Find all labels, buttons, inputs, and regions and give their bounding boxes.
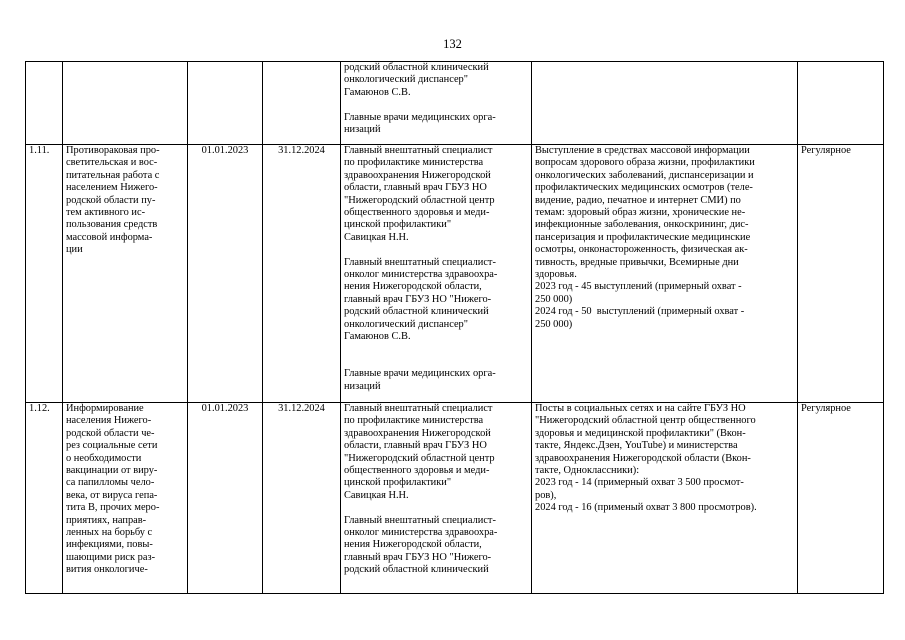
cell-line: цинской профилактики" bbox=[344, 477, 452, 489]
cell-line: онколог министерства здравоохра- bbox=[344, 269, 498, 281]
cell-line: 250 000) bbox=[535, 293, 573, 305]
cell-line: здравоохранения Нижегородской области (Вкон- bbox=[535, 452, 751, 464]
cell-line: Выступление в средствах массовой информации bbox=[535, 145, 750, 156]
cell-line: приятиях, направ- bbox=[66, 514, 147, 526]
cell-line: нения Нижегородской области, bbox=[344, 539, 482, 551]
cell-line: родский областной клинический bbox=[344, 62, 489, 73]
measure-name-cell bbox=[63, 62, 188, 145]
cell-line: области, главный врач ГБУЗ НО bbox=[344, 182, 487, 194]
start-date-cell bbox=[188, 403, 263, 594]
item-number-cell bbox=[26, 145, 63, 403]
cell-line: 2023 год - 14 (примерный охват 3 500 просмот- bbox=[535, 477, 744, 489]
cell-line: Гамаюнов С.В. bbox=[344, 86, 411, 98]
page-number: 132 bbox=[443, 37, 462, 51]
start-date: 01.01.2023 bbox=[201, 145, 249, 156]
cell-line: профилактических медицинских осмотров (теле- bbox=[535, 182, 753, 194]
cell-line: Гамаюнов С.В. bbox=[344, 331, 411, 343]
end-date-cell bbox=[263, 145, 341, 403]
cell-line: здравоохранения Нижегородской bbox=[344, 169, 491, 181]
cell-line: Савицкая Н.Н. bbox=[344, 231, 409, 243]
start-date-cell bbox=[188, 62, 263, 145]
periodicity-cell bbox=[798, 62, 884, 145]
cell-line: осмотры, онконастороженность, физическая ак- bbox=[535, 244, 748, 256]
cell-line: здравоохранения Нижегородской bbox=[344, 427, 491, 439]
cell-line: са папилломы чело- bbox=[66, 477, 155, 489]
cell-line: здоровья и медицинской профилактики" (Вкон- bbox=[535, 427, 746, 439]
cell-line: родской области че- bbox=[66, 427, 155, 439]
cell-line: родской области пу- bbox=[66, 194, 156, 206]
cell-line: 2024 год - 50 выступлений (примерный охват - bbox=[535, 306, 745, 318]
cell-line: общественного здоровья и меди- bbox=[344, 207, 490, 219]
cell-line: цинской профилактики" bbox=[344, 219, 452, 231]
cell-line: 250 000) bbox=[535, 318, 573, 330]
cell-line: населением Нижего- bbox=[66, 182, 158, 194]
cell-line: массовой информа- bbox=[66, 231, 153, 243]
cell-line: главный врач ГБУЗ НО "Нижего- bbox=[344, 551, 492, 563]
item-number-cell bbox=[26, 403, 63, 594]
cell-line: онколог министерства здравоохра- bbox=[344, 527, 498, 539]
cell-line: онкологический диспансер" bbox=[344, 74, 468, 86]
cell-line: "Нижегородский областной центр bbox=[344, 452, 495, 464]
cell-line: вакцинации от виру- bbox=[66, 465, 158, 477]
paragraph-gap bbox=[344, 244, 528, 256]
cell-line: шающими риск раз- bbox=[66, 551, 156, 563]
cell-line: инфекционные заболевания, онкоскрининг, дис- bbox=[535, 219, 749, 231]
item-number: 1.12. bbox=[29, 403, 50, 414]
cell-line: Главный внештатный специалист- bbox=[344, 514, 496, 526]
cell-line: века, от вируса гепа- bbox=[66, 489, 158, 501]
cell-line: вопросам здорового образа жизни, профилактики bbox=[535, 157, 755, 169]
cell-line: Главный внештатный специалист- bbox=[344, 256, 496, 268]
end-date-cell bbox=[263, 403, 341, 594]
cell-line: пользования средств bbox=[66, 219, 158, 231]
cell-line: онкологических заболеваний, диспансеризации и bbox=[535, 169, 754, 181]
cell-line: Посты в социальных сетях и на сайте ГБУЗ НО bbox=[535, 403, 746, 414]
end-date: 31.12.2024 bbox=[278, 145, 325, 156]
cell-line: тем активного ис- bbox=[66, 207, 146, 219]
cell-line: инфекциями, повы- bbox=[66, 539, 153, 551]
measure-name-cell bbox=[63, 403, 188, 594]
cell-line: Главный внештатный специалист bbox=[344, 145, 493, 156]
end-date: 31.12.2024 bbox=[278, 403, 325, 414]
cell-line: такте, Яндекс.Дзен, YouTube) и министерства bbox=[535, 440, 738, 452]
cell-line: Противораковая про- bbox=[66, 145, 160, 156]
cell-line: "Нижегородский областной центр bbox=[344, 194, 495, 206]
cell-line: онкологический диспансер" bbox=[344, 318, 468, 330]
cell-line: такте, Одноклассники): bbox=[535, 465, 640, 477]
cell-line: главный врач ГБУЗ НО "Нижего- bbox=[344, 293, 492, 305]
cell-line: 2023 год - 45 выступлений (примерный охват - bbox=[535, 281, 742, 293]
executor-cell bbox=[341, 62, 532, 145]
cell-line: нения Нижегородской области, bbox=[344, 281, 482, 293]
cell-line: рез социальные сети bbox=[66, 440, 158, 452]
cell-line: 2024 год - 16 (применый охват 3 800 просмотров). bbox=[535, 502, 757, 514]
table-row bbox=[26, 403, 884, 594]
cell-line: здоровья. bbox=[535, 269, 577, 281]
cell-line: родский областной клинический bbox=[344, 564, 489, 576]
cell-line: низаций bbox=[344, 380, 381, 392]
cell-line: о необходимости bbox=[66, 452, 142, 464]
cell-line: Савицкая Н.Н. bbox=[344, 489, 409, 501]
item-number-cell bbox=[26, 62, 63, 145]
cell-line: "Нижегородский областной центр общественного bbox=[535, 415, 756, 427]
start-date: 01.01.2023 bbox=[201, 403, 249, 414]
cell-line: области, главный врач ГБУЗ НО bbox=[344, 440, 487, 452]
cell-line: родский областной клинический bbox=[344, 306, 489, 318]
cell-line: пансеризация и профилактические медицинские bbox=[535, 231, 751, 243]
table-row bbox=[26, 145, 884, 403]
cell-line: питательная работа с bbox=[66, 169, 160, 181]
cell-line: вития онкологиче- bbox=[66, 564, 148, 576]
periodicity-cell bbox=[798, 403, 884, 594]
result-cell bbox=[532, 62, 798, 145]
cell-line: Главные врачи медицинских орга- bbox=[344, 368, 496, 380]
paragraph-gap bbox=[344, 343, 528, 355]
cell-line: темам: здоровый образ жизни, хронические не- bbox=[535, 207, 746, 219]
periodicity: Регулярное bbox=[801, 145, 851, 156]
periodicity: Регулярное bbox=[801, 403, 851, 414]
cell-line: светительская и вос- bbox=[66, 157, 158, 169]
cell-line: по профилактике министерства bbox=[344, 157, 484, 169]
cell-line: ров), bbox=[535, 489, 557, 501]
cell-line: ленных на борьбу с bbox=[66, 527, 153, 539]
item-number: 1.11. bbox=[29, 145, 50, 156]
cell-line: тивность, вредные привычки, Всемирные дни bbox=[535, 256, 739, 268]
cell-line: общественного здоровья и меди- bbox=[344, 465, 490, 477]
executor-cell bbox=[341, 403, 532, 594]
cell-line: видение, радио, печатное и интернет СМИ) по bbox=[535, 194, 741, 206]
end-date-cell bbox=[263, 62, 341, 145]
start-date-cell bbox=[188, 145, 263, 403]
cell-line: Главный внештатный специалист bbox=[344, 403, 493, 414]
result-cell bbox=[532, 145, 798, 403]
cell-line: населения Нижего- bbox=[66, 415, 152, 427]
cell-line: Информирование bbox=[66, 403, 144, 414]
cell-line: низаций bbox=[344, 124, 381, 136]
paragraph-gap bbox=[344, 356, 528, 368]
result-cell bbox=[532, 403, 798, 594]
cell-line: тита В, прочих меро- bbox=[66, 502, 160, 514]
executor-cell bbox=[341, 145, 532, 403]
cell-line: по профилактике министерства bbox=[344, 415, 484, 427]
cell-line: Главные врачи медицинских орга- bbox=[344, 111, 496, 123]
plan-table bbox=[25, 61, 884, 594]
cell-line: ции bbox=[66, 244, 83, 256]
paragraph-gap bbox=[344, 99, 528, 111]
periodicity-cell bbox=[798, 145, 884, 403]
paragraph-gap bbox=[344, 502, 528, 514]
measure-name-cell bbox=[63, 145, 188, 403]
table-row bbox=[26, 62, 884, 145]
